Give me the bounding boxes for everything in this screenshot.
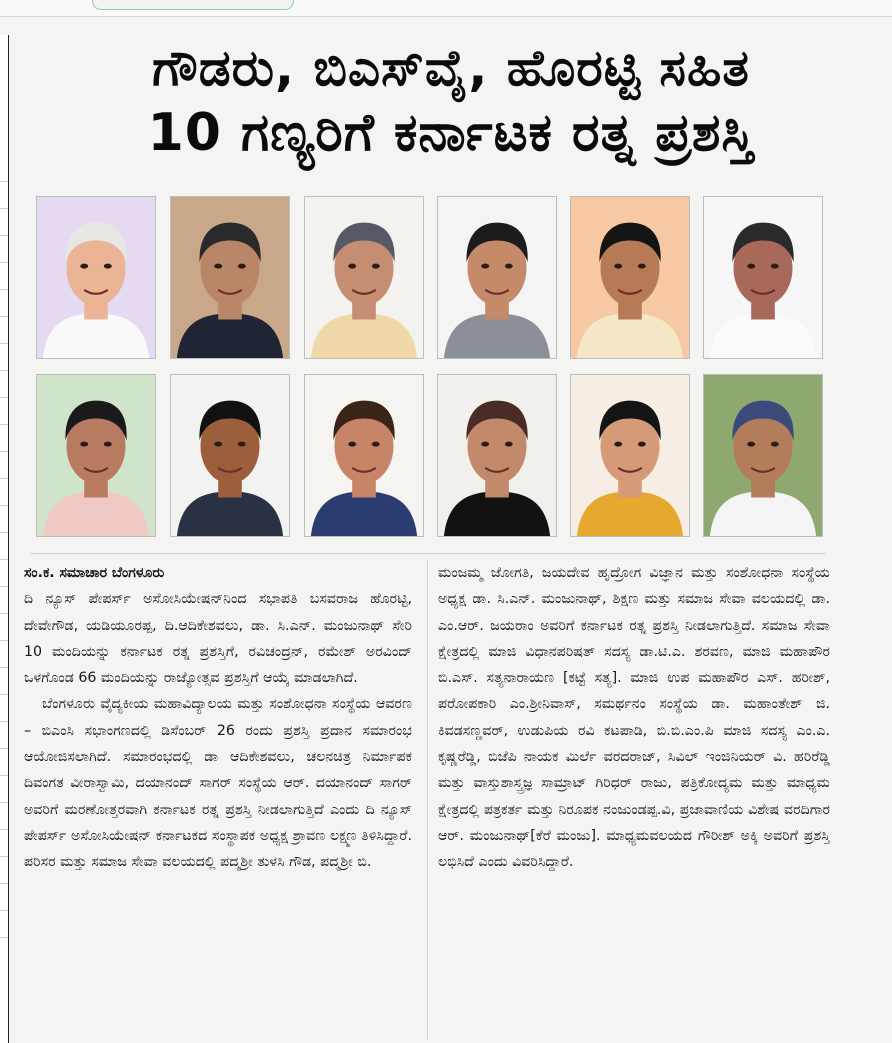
article-paragraph-3: ಮಂಜಮ್ಮ ಜೋಗತಿ, ಜಯದೇವ ಹೃದ್ರೋಗ ವಿಜ್ಞಾನ ಮತ್ತು ಸಂಶೋಧನಾ ಸಂಸ್ಥೆಯ ಅಧ್ಯಕ್ಷ ಡಾ. ಸಿ.ಎನ್. ಮಂಜುನಾಥ್, ಶಿಕ್ಷಣ ಮತ್ತು ಸಮಾಜ ಸೇವಾ ವಲಯದಲ್ಲಿ ಡಾ. ಎಂ.ಆರ್. ಜಯರಾಂ ಅವರಿಗೆ ಕರ್ನಾಟಕ ರತ್ನ ಪ್ರಶಸ್ತಿ ನೀಡಲಾಗುತ್ತಿದೆ. ಸಮಾಜ ಸೇವಾ ಕ್ಷೇತ್ರದಲ್ಲಿ ಮಾಜಿ ವಿಧಾನಪರಿಷತ್ ಸದಸ್ಯ ಡಾ.ಟಿ.ಎ. ಶರವಣ, ಮಾಜಿ ಮಹಾಪೌರ ಬಿ.ಎಸ್. ಸತ್ಯನಾರಾಯಣ [ಕಟ್ಟೆ ಸತ್ಯ]. ಮಾಜಿ ಉಪ ಮಹಾಪೌರ ಎಸ್. ಹರೀಶ್, ಪರೋಪಕಾರಿ ಎಂ.ಶ್ರೀನಿವಾಸ್, ಸಮರ್ಥನಂ ಸಂಸ್ಥೆಯ ಡಾ. ಮಹಾಂತೇಶ್ ಜಿ. ಕಿವಡಸಣ್ಣವರ್, ಉಡುಪಿಯ ರವಿ ಕಟಪಾಡಿ, ಬಿ.ಬಿ.ಎಂ.ಪಿ ಮಾಜಿ ಸದಸ್ಯ ಎಂ.ಎ. ಕೃಷ್ಣರೆಡ್ಡಿ, ಬಿಜೆಪಿ ನಾಯಕ ಮಿರ್ಲೆ ವರದರಾಜ್, ಸಿವಿಲ್ ಇಂಜಿನಿಯರ್ ವಿ. ಹರಿರೆಡ್ಡಿ ಮತ್ತು ವಾಸ್ತುಶಾಸ್ತ್ರಜ್ಞ ಸಾಮ್ರಾಟ್ ಗಿರಿಧರ್ ರಾಜು, ಪತ್ರಿಕೋದ್ಯಮ ಮತ್ತು ಮಾಧ್ಯಮ ಕ್ಷೇತ್ರದಲ್ಲಿ ಪತ್ರಕರ್ತ ಮತ್ತು ನಿರೂಪಕ ನಂಜುಂಡಪ್ಪ.ವಿ, ಪ್ರಜಾವಾಣಿಯ ವಿಶೇಷ ವರದಿಗಾರ ಆರ್. ಮಂಜುನಾಥ್[ಕೆರೆ ಮಂಜು]. ಮಾಧ್ಯಮವಲಯದ ಗೌರೀಶ್ ಅಕ್ಕಿ ಅವರಿಗೆ ಪ್ರಶಸ್ತಿ ಲಭಿಸಿದೆ ಎಂದು ವಿವರಿಸಿದ್ದಾರೆ. (438, 565, 830, 871)
adjacent-column-edge (0, 35, 9, 1043)
article-paragraph-1: ದಿ ನ್ಯೂಸ್ ಪೇಪರ್ಸ್ ಅಸೋಸಿಯೇಷನ್‌ನಿಂದ ಸಭಾಪತಿ ಬಸವರಾಜ ಹೊರಟ್ಟಿ, ದೇವೇಗೌಡ, ಯಡಿಯೂರಪ್ಪ, ದಿ.ಆದಿಕೇಶವಲು, ಡಾ. ಸಿ.ಎನ್. ಮಂಜುನಾಥ್ ಸೇರಿ 10 ಮಂದಿಯನ್ನು ಕರ್ನಾಟಕ ರತ್ನ ಪ್ರಶಸ್ತಿಗೆ, ರವಿಚಂದ್ರನ್, ರಮೇಶ್ ಅರವಿಂದ್ ಒಳಗೊಂಡ 66 ಮಂದಿಯನ್ನು ರಾಜ್ಯೋತ್ಸವ ಪ್ರಶಸ್ತಿಗೆ ಆಯ್ಕೆ ಮಾಡಲಾಗಿದೆ. (24, 591, 412, 687)
portrait-5 (570, 196, 690, 359)
portrait-1 (36, 196, 156, 359)
headline-line-1: ಗೌಡರು, ಬಿಎಸ್‌ವೈ, ಹೊರಟ್ಟಿ ಸಹಿತ (152, 39, 750, 97)
divider (30, 553, 826, 554)
dateline: ಸಂ.ಕ. ಸಮಾಚಾರ ಬೆಂಗಳೂರು (24, 565, 165, 581)
portrait-6 (703, 196, 823, 359)
portrait-12 (703, 374, 823, 537)
column-divider (427, 560, 428, 1040)
article-column-left (24, 560, 412, 876)
portrait-9 (304, 374, 424, 537)
article-column-right (438, 560, 830, 876)
portrait-2 (170, 196, 290, 359)
top-strip (0, 0, 892, 17)
top-strip-pill (92, 0, 294, 10)
headline-line-2: 10 ಗಣ್ಯರಿಗೆ ಕರ್ನಾಟಕ ರತ್ನ ಪ್ರಶಸ್ತಿ (147, 103, 755, 163)
portrait-grid (36, 196, 828, 539)
portrait-10 (437, 374, 557, 537)
portrait-4 (437, 196, 557, 359)
headline (20, 36, 882, 166)
portrait-11 (570, 374, 690, 537)
article-paragraph-2: ಬೆಂಗಳೂರು ವೈದ್ಯಕೀಯ ಮಹಾವಿದ್ಯಾಲಯ ಮತ್ತು ಸಂಶೋಧನಾ ಸಂಸ್ಥೆಯ ಆವರಣ – ಬಿಎಂಸಿ ಸಭಾಂಗಣದಲ್ಲಿ ಡಿಸೆಂಬರ್ 26 ರಂದು ಪ್ರಶಸ್ತಿ ಪ್ರದಾನ ಸಮಾರಂಭ ಆಯೋಜಿಸಲಾಗಿದೆ. ಸಮಾರಂಭದಲ್ಲಿ ಡಾ ಆದಿಕೇಶವಲು, ಚಲನಚಿತ್ರ ನಿರ್ಮಾಪಕ ದಿವಂಗತ ವೀರಾಸ್ವಾಮಿ, ದಯಾನಂದ್ ಸಾಗರ್ ಸಂಸ್ಥೆಯ ಆರ್. ದಯಾನಂದ್ ಸಾಗರ್ ಅವರಿಗೆ ಮರಣೋತ್ತರವಾಗಿ ಕರ್ನಾಟಕ ರತ್ನ ಪ್ರಶಸ್ತಿ ನೀಡಲಾಗುತ್ತಿದೆ ಎಂದು ದಿ ನ್ಯೂಸ್ ಪೇಪರ್ಸ್ ಅಸೋಸಿಯೇಷನ್ ಕರ್ನಾಟಕದ ಸಂಸ್ಥಾಪಕ ಅಧ್ಯಕ್ಷ ಶ್ರಾವಣ ಲಕ್ಷ್ಮಣ ತಿಳಿಸಿದ್ದಾರೆ. ಪರಿಸರ ಮತ್ತು ಸಮಾಜ ಸೇವಾ ವಲಯದಲ್ಲಿ ಪದ್ಮಶ್ರೀ ತುಳಸಿ ಗೌಡ, ಪದ್ಮಶ್ರೀ ಬಿ. (24, 696, 412, 871)
portrait-3 (304, 196, 424, 359)
portrait-8 (170, 374, 290, 537)
portrait-7 (36, 374, 156, 537)
